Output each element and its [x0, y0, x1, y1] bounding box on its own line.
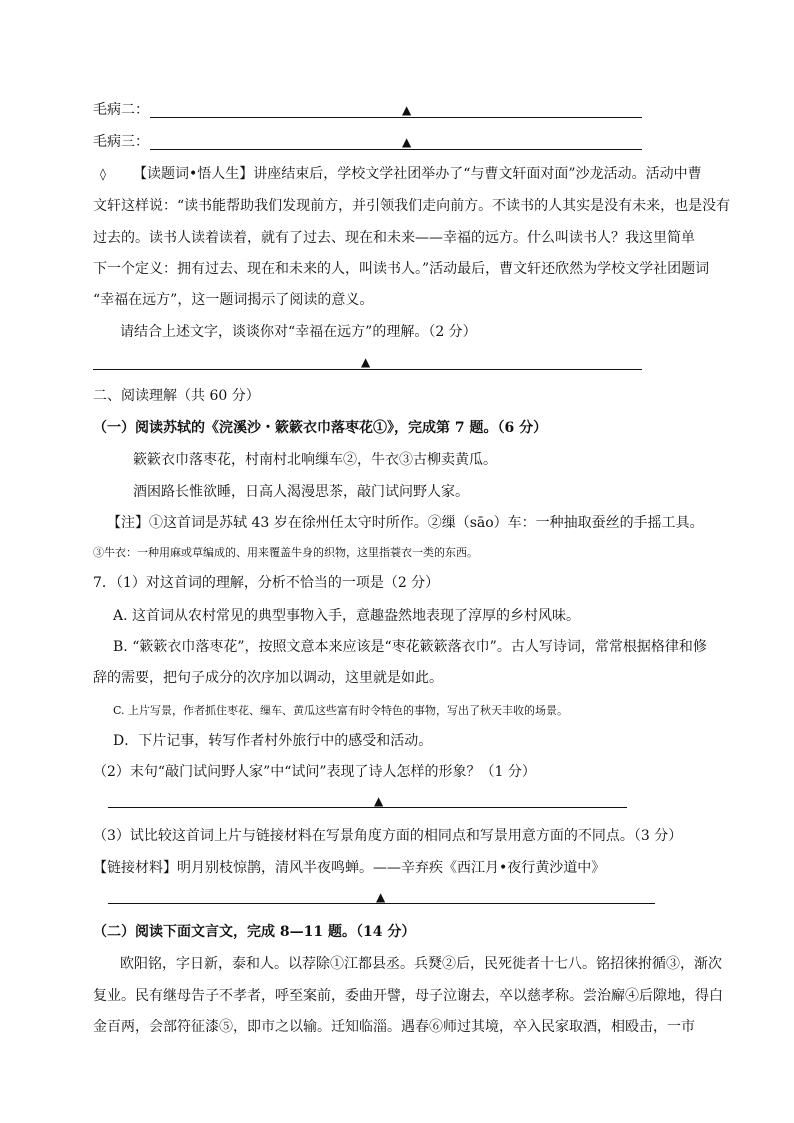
section2-title: 二、阅读理解（共 60 分） — [93, 388, 260, 404]
q6-answer-line[interactable] — [93, 369, 642, 370]
q6-text-line: “幸福在远方”，这一题词揭示了阅读的意义。 — [93, 292, 374, 308]
poem-note: ③牛衣：一种用麻或草编成的、用来覆盖牛身的织物，这里指蓑衣一类的东西。 — [93, 546, 478, 559]
q6-text-line: 下一个定义：拥有过去、现在和未来的人，叫读书人。”活动最后，曹文轩还欣然为学校文学社团题词 — [93, 261, 710, 277]
q7-option-c: C. 上片写景，作者抓住枣花、缫车、黄瓜这些富有时令特色的事物，写出了秋天丰收的场景。 — [113, 704, 569, 717]
q7-option-b: B. “簌簌衣巾落枣花”，按照文意本来应该是“枣花簌簌落衣巾”。古人写诗词，常常根据格律和修 — [113, 639, 707, 655]
error2-answer-line[interactable] — [150, 117, 642, 118]
error2-answer-mark: ▲ — [402, 103, 412, 117]
error3-answer-mark: ▲ — [402, 135, 412, 149]
q7-sub2: （2）末句“敲门试问野人家”中“试问”表现了诗人怎样的形象？（1 分） — [93, 764, 536, 780]
q6-text-line: 文轩这样说：“读书能帮助我们发现前方，并引领我们走向前方。不读书的人其实是没有未来，也是没有 — [93, 198, 731, 214]
q6-prompt: 请结合上述文字，谈谈你对“幸福在远方”的理解。（2 分） — [120, 324, 477, 340]
classical-text-line: 欧阳铭，字日新，泰和人。以荐除①江都县丞。兵燹②后，民死徙者十七八。铭招徕拊循③，渐次 — [120, 956, 722, 972]
q7-link-material: 【链接材料】明月别枝惊鹊，清风半夜鸣蝉。——辛弃疾《西江月•夜行黄沙道中》 — [93, 860, 606, 876]
q7-option-d: D．下片记事，转写作者村外旅行中的感受和活动。 — [113, 733, 433, 749]
q6-answer-mark: ▲ — [361, 355, 371, 369]
poem-note: 【注】①这首词是苏轼 43 岁在徐州任太守时所作。②缫（sāo）车：一种抽取蚕丝的手摇工具。 — [107, 515, 704, 531]
q6-marker: ◊ — [100, 167, 106, 181]
error2-label: 毛病二： — [93, 102, 149, 118]
q7-option-a: A. 这首词从农村常见的典型事物入手，意趣盎然地表现了淳厚的乡村风味。 — [113, 608, 581, 624]
q7-sub3: （3）试比较这首词上片与链接材料在写景角度方面的相同点和写景用意方面的不同点。（3 分） — [93, 828, 683, 844]
classical-heading: （二）阅读下面文言文，完成 8—11 题。（14 分） — [93, 924, 416, 940]
poem-line: 酒困路长惟欲睡，日高人渴漫思茶，敲门试问野人家。 — [133, 484, 469, 500]
error3-answer-line[interactable] — [150, 149, 642, 150]
q7-stem: 7．（1）对这首词的理解，分析不恰当的一项是（2 分） — [93, 575, 440, 591]
poem-line: 簌簌衣巾落枣花，村南村北响缫车②，牛衣③古柳卖黄瓜。 — [133, 452, 497, 468]
q7-sub2-answer-mark: ▲ — [374, 794, 384, 808]
q7-sub2-answer-line[interactable] — [108, 807, 627, 808]
q7-option-b-continued: 辞的需要，把句子成分的次序加以调动，这里就是如此。 — [93, 670, 443, 686]
q7-sub3-answer-mark: ▲ — [376, 890, 386, 904]
poem-heading: （一）阅读苏轼的《浣溪沙・簌簌衣巾落枣花①》，完成第 7 题。（6 分） — [93, 420, 548, 436]
error3-label: 毛病三： — [93, 134, 149, 150]
classical-text-line: 金百两，会部符征漆⑤，即市之以输。迁知临淄。遇春⑥师过其境，卒入民家取酒，相殴击，一市 — [93, 1019, 695, 1035]
classical-text-line: 复业。民有继母告子不孝者，呼至案前，委曲开譬，母子泣谢去，卒以慈孝称。尝治廨④后隙地，得白 — [93, 988, 723, 1004]
q6-text-line: 过去的。读书人读着读着，就有了过去、现在和未来——幸福的远方。什么叫读书人？我这里简单 — [93, 230, 695, 246]
q6-text-line: 【读题词•悟人生】讲座结束后，学校文学社团举办了“与曹文轩面对面”沙龙活动。活动中曹 — [133, 166, 702, 182]
